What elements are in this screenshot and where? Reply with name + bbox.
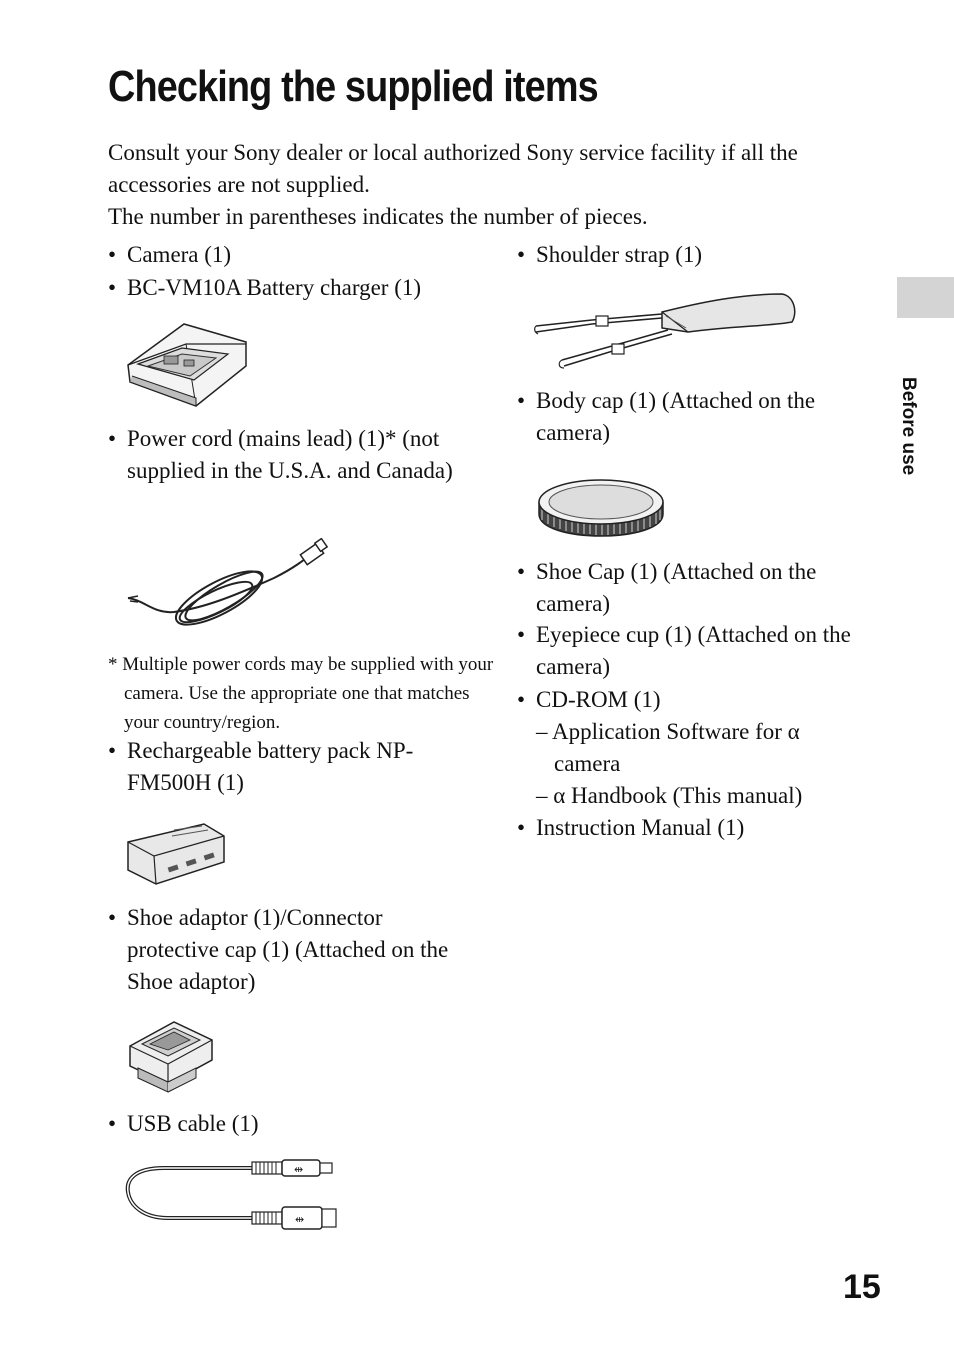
item-body-cap: • Body cap (1) (Attached on the camera) [517,385,876,449]
intro-text [108,137,898,233]
item-cd-rom: • CD-ROM (1) [517,684,876,716]
shoe-adaptor-illustration [124,1016,218,1094]
item-battery-pack: • Rechargeable battery pack NP-FM500H (1) [108,735,467,799]
item-shoe-adaptor: • Shoe adaptor (1)/Connector protective cap (1) (Attached on the Shoe adaptor) [108,902,472,998]
shoulder-strap-illustration [532,288,804,374]
power-cord-footnote: * Multiple power cords may be supplied with your camera. Use the appropriate one that matches your country/region. [108,654,494,733]
item-shoulder-strap: • Shoulder strap (1) [517,239,876,271]
section-tab-marker [897,277,954,318]
usb-cable-illustration [124,1156,342,1236]
cd-rom-handbook: – α Handbook (This manual) [536,783,803,808]
item-battery-charger: • BC-VM10A Battery charger (1) [108,272,497,304]
item-eyepiece-cup: • Eyepiece cup (1) (Attached on the camera) [517,619,876,683]
item-shoe-cap: • Shoe Cap (1) (Attached on the camera) [517,556,876,620]
intro-line-2: The number in parentheses indicates the number of pieces. [108,204,648,229]
item-camera: • Camera (1) [108,239,487,271]
battery-charger-illustration [124,320,250,408]
item-instruction-manual: • Instruction Manual (1) [517,812,876,844]
body-cap-illustration [536,470,666,538]
page-title: Checking the supplied items [108,62,598,111]
power-cord-illustration [124,538,332,634]
battery-pack-illustration [124,818,228,888]
svg-text:⇹: ⇹ [294,1163,304,1176]
cd-rom-application-software: – Application Software for α camera [536,719,800,776]
page-number: 15 [843,1268,881,1306]
item-usb-cable: • USB cable (1) [108,1108,472,1140]
section-tab-label: Before use [898,377,919,476]
svg-text:⇹: ⇹ [295,1213,305,1226]
intro-line-1: Consult your Sony dealer or local authorized Sony service facility if all the accessories are not supplied. [108,140,798,197]
item-power-cord: • Power cord (mains lead) (1)* (not supplied in the U.S.A. and Canada) [108,423,472,487]
